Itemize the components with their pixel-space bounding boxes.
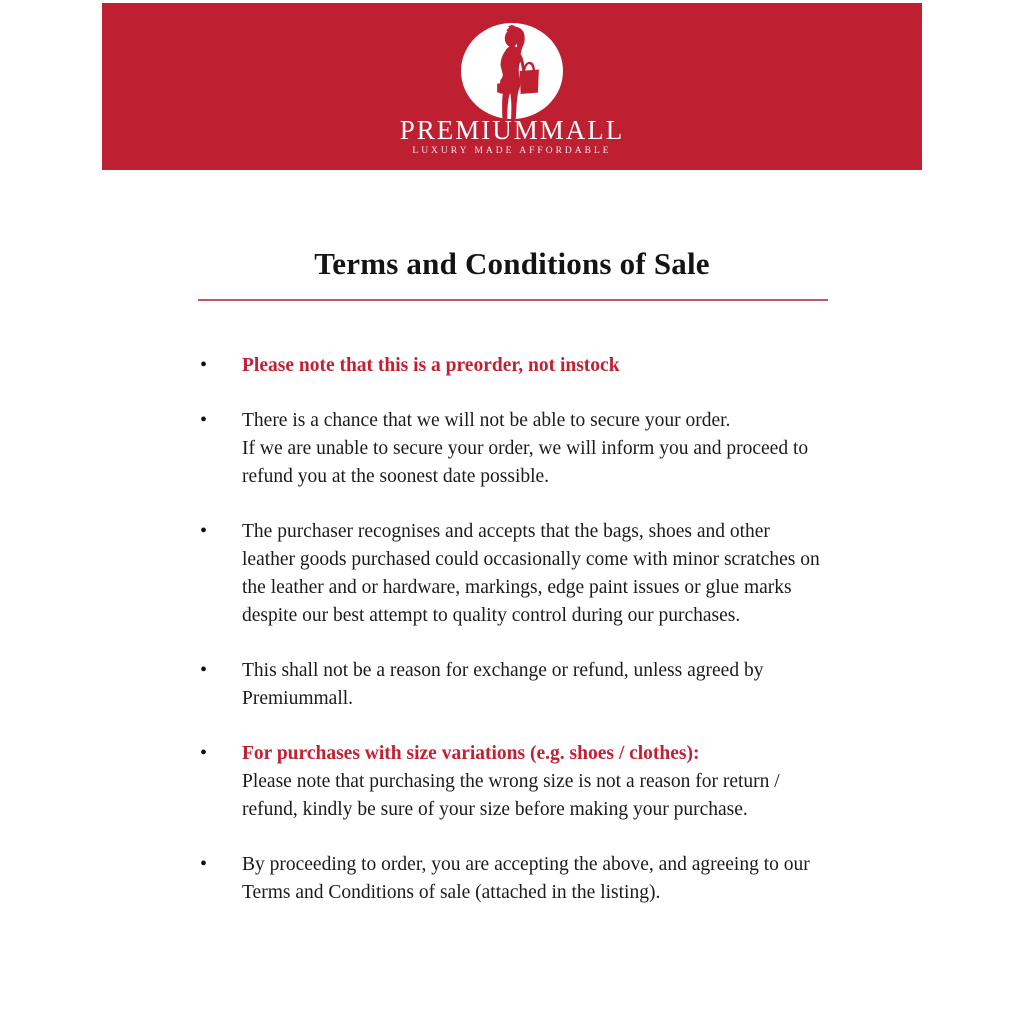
bullet-line: Please note that this is a preorder, not instock bbox=[242, 355, 620, 376]
brand-banner bbox=[102, 3, 922, 170]
page-title: Terms and Conditions of Sale bbox=[314, 246, 710, 281]
brand-name: PREMIUMMALL bbox=[399, 115, 625, 145]
terms-bullet bbox=[198, 518, 858, 630]
woman-with-shopping-bags-icon bbox=[461, 23, 563, 119]
brand-logo bbox=[461, 23, 563, 119]
bullet-line: Terms and Conditions of sale (attached in the listing). bbox=[242, 882, 661, 903]
bullet-marker: • bbox=[200, 354, 208, 376]
bullet-marker: • bbox=[200, 853, 208, 875]
terms-bullet bbox=[198, 851, 858, 907]
terms-bullet bbox=[198, 407, 858, 491]
bullet-line: leather goods purchased could occasionally come with minor scratches on bbox=[242, 549, 820, 570]
bullet-line: This shall not be a reason for exchange or refund, unless agreed by bbox=[242, 660, 764, 681]
brand-tagline: LUXURY MADE AFFORDABLE bbox=[412, 146, 612, 156]
terms-bullet bbox=[198, 352, 858, 380]
bullet-line: the leather and or hardware, markings, edge paint issues or glue marks bbox=[242, 577, 792, 598]
bullet-line: despite our best attempt to quality control during our purchases. bbox=[242, 605, 741, 626]
terms-list bbox=[198, 352, 858, 934]
bullet-line: refund you at the soonest date possible. bbox=[242, 466, 550, 487]
bullet-line: The purchaser recognises and accepts that the bags, shoes and other bbox=[242, 521, 770, 542]
bullet-line: There is a chance that we will not be able to secure your order. bbox=[242, 410, 731, 431]
bullet-line: By proceeding to order, you are accepting the above, and agreeing to our bbox=[242, 854, 810, 875]
bullet-marker: • bbox=[200, 659, 208, 681]
bullet-marker: • bbox=[200, 520, 208, 542]
bullet-marker: • bbox=[200, 742, 208, 764]
terms-bullet bbox=[198, 740, 858, 824]
bullet-line: refund, kindly be sure of your size before making your purchase. bbox=[242, 799, 748, 820]
bullet-line: Please note that purchasing the wrong size is not a reason for return / bbox=[242, 771, 780, 792]
bullet-marker: • bbox=[200, 409, 208, 431]
terms-bullet bbox=[198, 657, 858, 713]
bullet-line: For purchases with size variations (e.g. shoes / clothes): bbox=[242, 743, 700, 764]
title-divider bbox=[198, 299, 828, 301]
bullet-line: Premiummall. bbox=[242, 688, 354, 709]
bullet-line: If we are unable to secure your order, we will inform you and proceed to bbox=[242, 438, 809, 459]
